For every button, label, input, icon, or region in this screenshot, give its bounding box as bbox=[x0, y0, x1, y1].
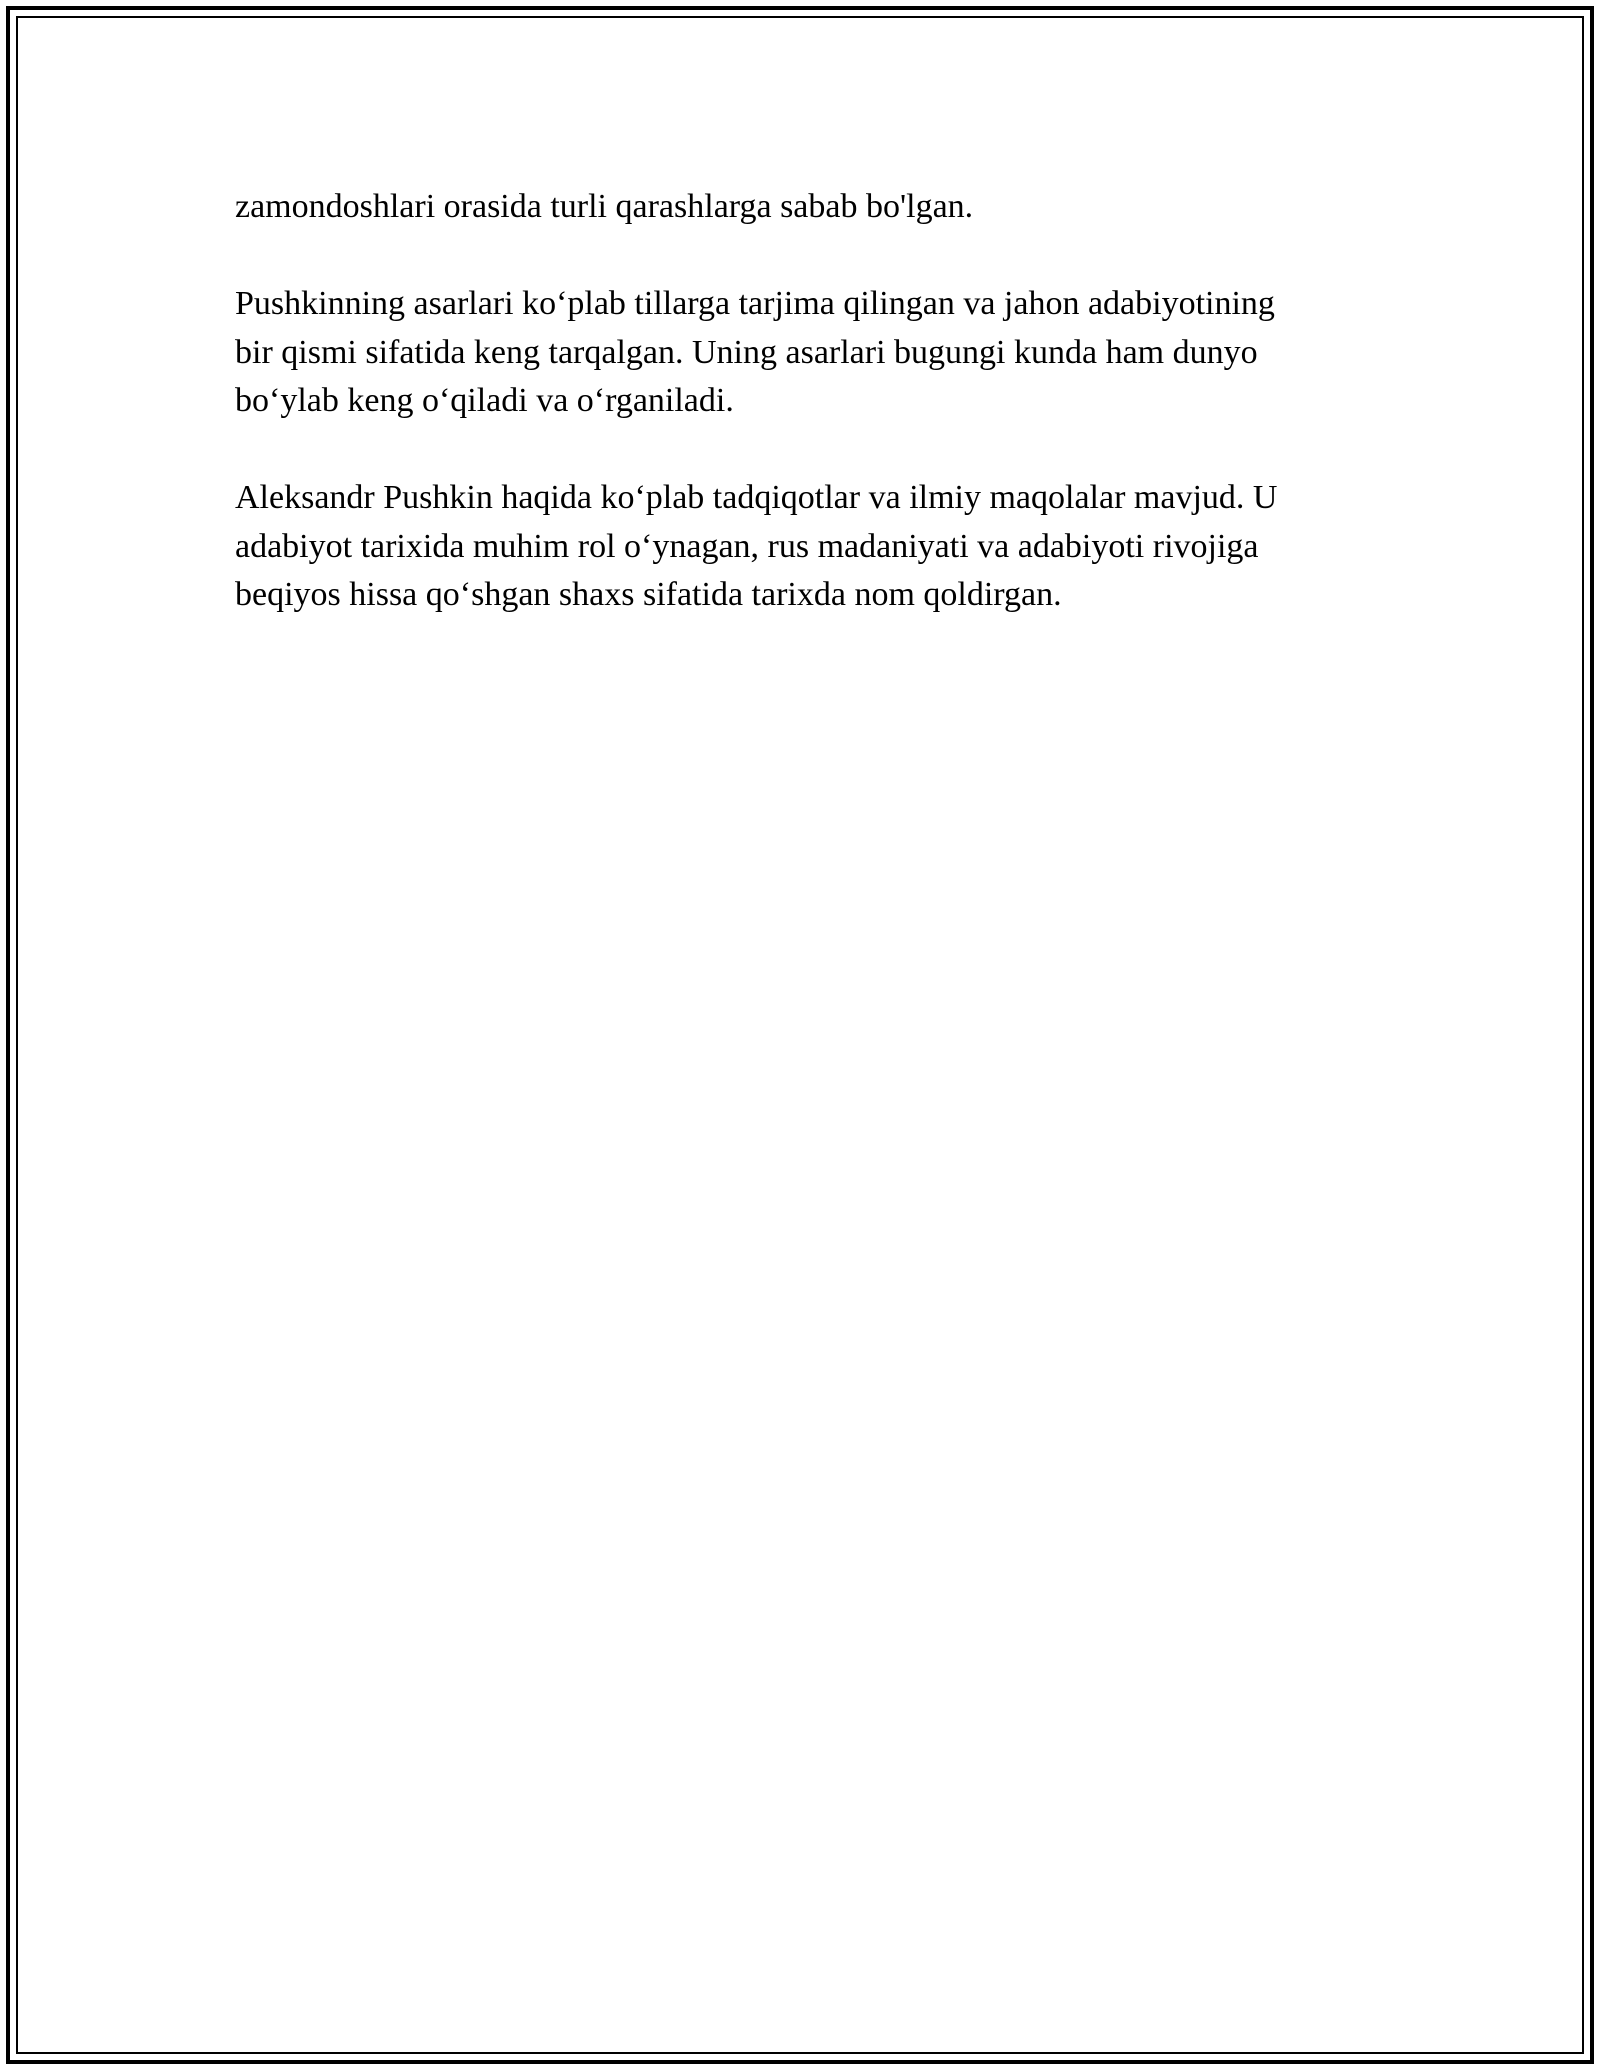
document-body bbox=[235, 183, 1365, 668]
paragraph-3: Aleksandr Pushkin haqida ko‘plab tadqiqotlar va ilmiy maqolalar mavjud. U adabiyot tarixida muhim rol o‘ynagan, rus madaniyati va adabiyoti rivojiga beqiyos hissa qo‘shgan shaxs sifatida tarixda nom qoldirgan. bbox=[235, 479, 1278, 613]
paragraph-1: zamondoshlari orasida turli qarashlarga sabab bo'lgan. bbox=[235, 188, 974, 225]
paragraph-2: Pushkinning asarlari ko‘plab tillarga tarjima qilingan va jahon adabiyotining bir qismi sifatida keng tarqalgan. Uning asarlari bugungi kunda ham dunyo bo‘ylab keng o‘qiladi va o‘rganiladi. bbox=[235, 285, 1275, 419]
